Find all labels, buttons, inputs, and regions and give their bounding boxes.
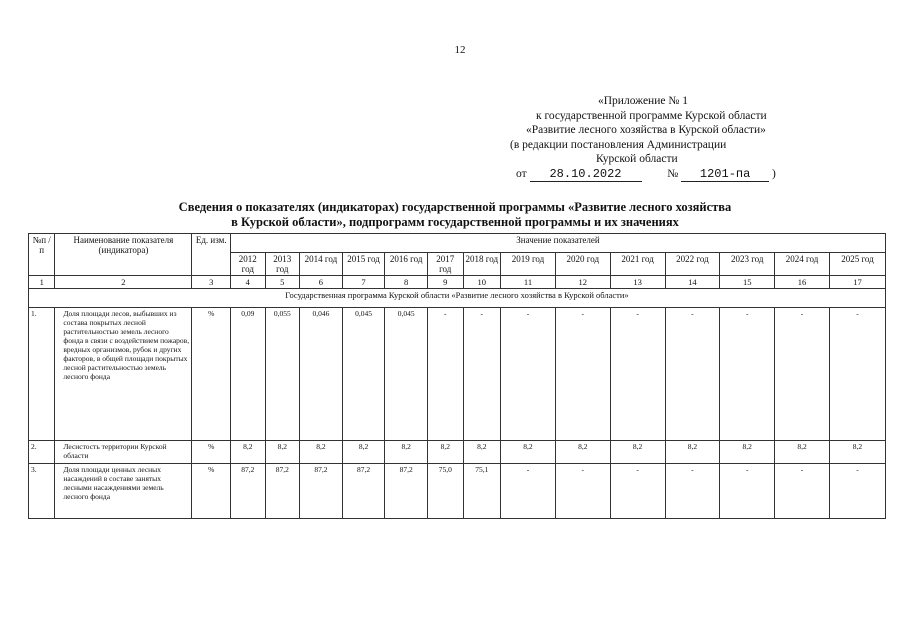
- row-value: 8,2: [501, 441, 556, 464]
- row-value: 87,2: [265, 464, 300, 519]
- row-value: -: [555, 308, 610, 441]
- year-header: 2017 год: [427, 253, 463, 276]
- appendix-date-line: [510, 167, 810, 182]
- year-header: 2013 год: [265, 253, 300, 276]
- row-unit: %: [192, 308, 231, 441]
- appendix-block: [510, 94, 810, 182]
- column-number: 15: [720, 276, 775, 289]
- column-number: 10: [463, 276, 501, 289]
- column-number: 3: [192, 276, 231, 289]
- appendix-line-5: Курской области: [596, 153, 678, 165]
- row-value: 8,2: [427, 441, 463, 464]
- row-value: 75,0: [427, 464, 463, 519]
- header-unit: Ед. изм.: [192, 234, 231, 276]
- row-unit: %: [192, 464, 231, 519]
- column-number: 8: [385, 276, 428, 289]
- row-value: 87,2: [231, 464, 266, 519]
- header-num: №п /п: [29, 234, 55, 276]
- row-value: 8,2: [829, 441, 885, 464]
- close-paren: ): [771, 167, 776, 180]
- row-value: 8,2: [610, 441, 665, 464]
- year-header: 2021 год: [610, 253, 665, 276]
- row-value: 87,2: [300, 464, 343, 519]
- column-number: 14: [665, 276, 720, 289]
- decree-date: 28.10.2022: [530, 168, 642, 182]
- row-value: 87,2: [385, 464, 428, 519]
- column-number: 7: [342, 276, 385, 289]
- column-number: 4: [231, 276, 266, 289]
- row-value: 75,1: [463, 464, 501, 519]
- row-value: -: [610, 464, 665, 519]
- appendix-line-2: к государственной программе Курской области: [536, 109, 767, 122]
- column-number: 11: [501, 276, 556, 289]
- row-value: 8,2: [265, 441, 300, 464]
- year-header: 2015 год: [342, 253, 385, 276]
- row-value: 0,09: [231, 308, 266, 441]
- year-header: 2019 год: [501, 253, 556, 276]
- column-number: 12: [555, 276, 610, 289]
- row-value: -: [463, 308, 501, 441]
- year-header: 2024 год: [775, 253, 830, 276]
- year-header: 2022 год: [665, 253, 720, 276]
- row-value: 8,2: [775, 441, 830, 464]
- table-row: [29, 464, 886, 519]
- decree-number: 1201-па: [681, 168, 769, 182]
- column-number: 6: [300, 276, 343, 289]
- row-value: -: [829, 464, 885, 519]
- column-number: 17: [829, 276, 885, 289]
- row-value: 8,2: [665, 441, 720, 464]
- row-name: Лесистость территории Курской области: [55, 441, 192, 464]
- table-row: [29, 441, 886, 464]
- row-name: Доля площади лесов, выбывших из состава покрытых лесной растительностью земель лесного фонда в связи с воздействием пожаров, вредных организмов, рубок и других факторов, в общей площади покрытых лесной растительностью земель лесного фонда: [55, 308, 192, 441]
- column-number: 1: [29, 276, 55, 289]
- column-number: 9: [427, 276, 463, 289]
- indicators-table: [28, 233, 886, 519]
- row-value: 0,045: [385, 308, 428, 441]
- column-number: 13: [610, 276, 665, 289]
- row-value: 8,2: [385, 441, 428, 464]
- year-header: 2012 год: [231, 253, 266, 276]
- appendix-line-1: «Приложение № 1: [598, 95, 688, 107]
- row-unit: %: [192, 441, 231, 464]
- row-value: -: [501, 464, 556, 519]
- row-value: 0,046: [300, 308, 343, 441]
- row-value: 8,2: [300, 441, 343, 464]
- row-value: -: [720, 464, 775, 519]
- number-label: №: [667, 167, 679, 180]
- document-title: [90, 200, 820, 230]
- column-number: 16: [775, 276, 830, 289]
- row-value: -: [501, 308, 556, 441]
- row-num: 1.: [29, 308, 55, 441]
- row-value: 87,2: [342, 464, 385, 519]
- row-value: -: [775, 308, 830, 441]
- row-value: -: [665, 308, 720, 441]
- row-value: -: [610, 308, 665, 441]
- year-header: 2016 год: [385, 253, 428, 276]
- year-header: 2023 год: [720, 253, 775, 276]
- year-header: 2018 год: [463, 253, 501, 276]
- page-number: 12: [454, 44, 466, 56]
- row-name: Доля площади ценных лесных насаждений в составе занятых лесными насаждениями земель лесного фонда: [55, 464, 192, 519]
- section-title: Государственная программа Курской области «Развитие лесного хозяйства в Курской области»: [29, 289, 886, 308]
- row-num: 3.: [29, 464, 55, 519]
- row-value: -: [555, 464, 610, 519]
- title-line-2: в Курской области», подпрограмм государственной программы и их значениях: [231, 215, 679, 229]
- row-value: 8,2: [720, 441, 775, 464]
- title-line-1: Сведения о показателях (индикаторах) государственной программы «Развитие лесного хозяйства: [178, 200, 732, 214]
- row-value: 8,2: [555, 441, 610, 464]
- year-header: 2025 год: [829, 253, 885, 276]
- row-value: -: [775, 464, 830, 519]
- appendix-line-4: (в редакции постановления Администрации: [510, 138, 727, 151]
- row-num: 2.: [29, 441, 55, 464]
- appendix-line-3: «Развитие лесного хозяйства в Курской области»: [526, 124, 766, 136]
- column-numbers-row: [29, 276, 886, 289]
- row-value: -: [829, 308, 885, 441]
- row-value: -: [720, 308, 775, 441]
- row-value: 8,2: [231, 441, 266, 464]
- row-value: -: [427, 308, 463, 441]
- year-header: 2014 год: [300, 253, 343, 276]
- table-row: [29, 308, 886, 441]
- column-number: 5: [265, 276, 300, 289]
- header-values-group: Значение показателей: [231, 234, 886, 253]
- header-name: Наименование показателя (индикатора): [55, 234, 192, 276]
- from-label: от: [516, 167, 527, 180]
- row-value: -: [665, 464, 720, 519]
- row-value: 0,045: [342, 308, 385, 441]
- section-row: [29, 289, 886, 308]
- year-header: 2020 год: [555, 253, 610, 276]
- row-value: 8,2: [342, 441, 385, 464]
- row-value: 8,2: [463, 441, 501, 464]
- column-number: 2: [55, 276, 192, 289]
- row-value: 0,055: [265, 308, 300, 441]
